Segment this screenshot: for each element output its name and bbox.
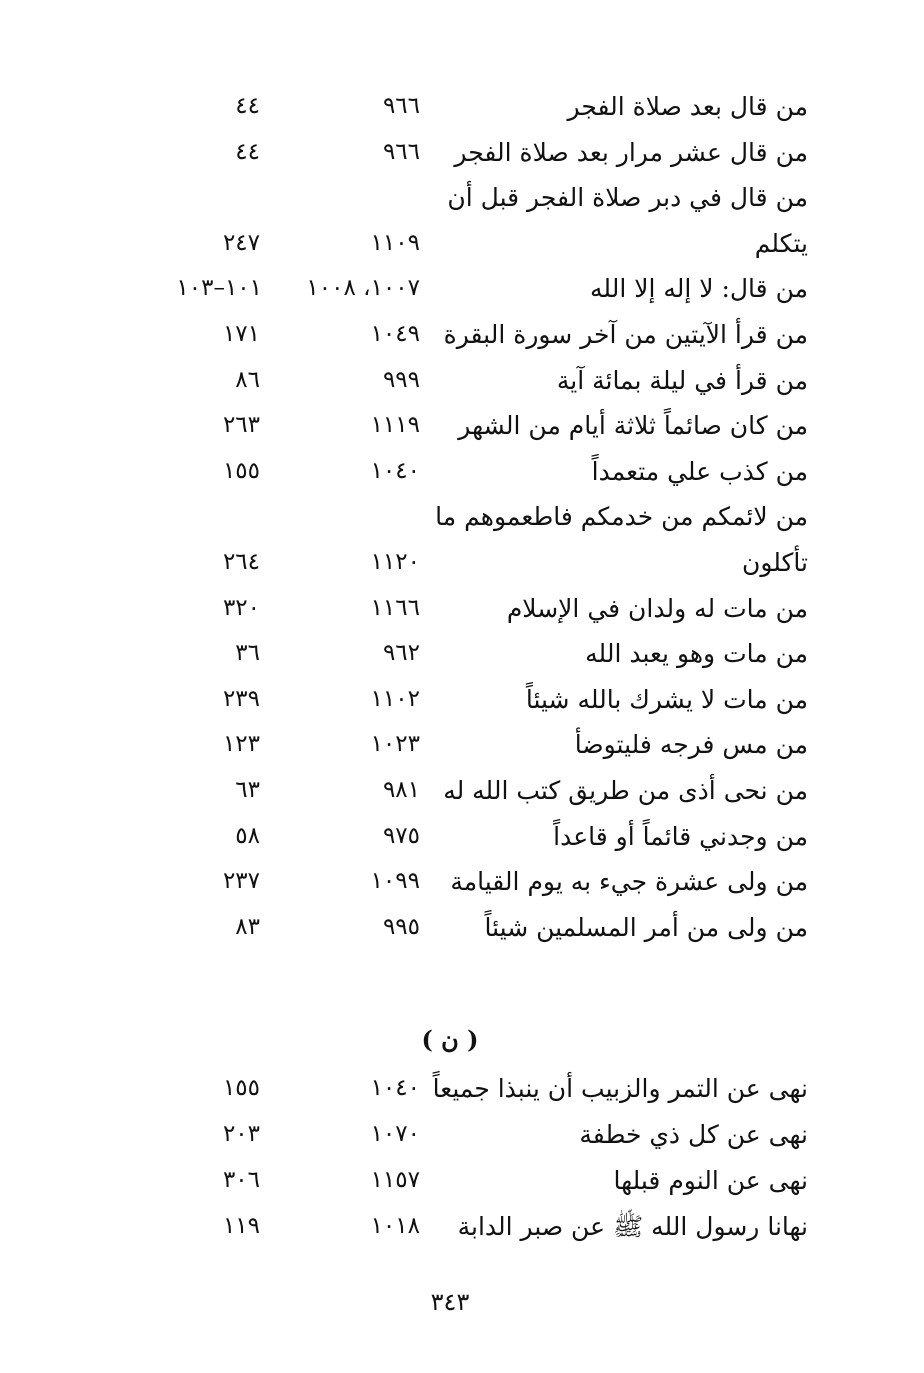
page-reference: ٢٠٣ xyxy=(222,1121,260,1147)
index-row xyxy=(0,494,924,540)
hadith-incipit: نهى عن كل ذي خطفة xyxy=(579,1120,808,1149)
hadith-number: ٩٦٢ xyxy=(382,640,420,667)
index-section-nun xyxy=(0,1066,924,1250)
page-reference: ٢٦٤ xyxy=(222,548,260,575)
hadith-incipit: من كذب علي متعمداً xyxy=(591,456,808,486)
hadith-number: ٩٨١ xyxy=(382,776,420,803)
page-reference: ١٠١–١٠٣ xyxy=(176,275,262,302)
index-row xyxy=(0,722,924,768)
hadith-incipit: تأكلون xyxy=(741,547,808,577)
hadith-incipit: نهى عن التمر والزبيب أن ينبذا جميعاً xyxy=(432,1074,808,1103)
hadith-incipit: نهانا رسول الله ﷺ عن صبر الدابة xyxy=(457,1212,808,1241)
hadith-number: ١٠٧٠ xyxy=(370,1121,420,1147)
hadith-number: ١٠٩٩ xyxy=(370,868,420,895)
index-row xyxy=(0,768,924,814)
page-reference: ٦٣ xyxy=(235,776,260,803)
hadith-number: ١٠٤٩ xyxy=(370,320,420,347)
index-row xyxy=(0,814,924,860)
hadith-incipit: من لائمكم من خدمكم فاطعموهم ما xyxy=(435,502,808,532)
hadith-incipit: من ولى عشرة جيء به يوم القيامة xyxy=(450,867,808,897)
page-reference: ٥٨ xyxy=(235,822,260,849)
page-reference: ٤٤ xyxy=(235,93,260,119)
page-reference: ٢٦٣ xyxy=(222,412,260,439)
hadith-incipit: يتكلم xyxy=(754,228,808,258)
index-row xyxy=(0,586,924,632)
page-reference: ٣٦ xyxy=(235,640,260,667)
hadith-number: ١٠١٨ xyxy=(370,1213,420,1239)
hadith-incipit: من قال عشر مرار بعد صلاة الفجر xyxy=(454,137,808,167)
index-row xyxy=(0,130,924,176)
page-reference: ١٥٥ xyxy=(222,1075,260,1101)
page-reference: ٣٢٠ xyxy=(222,594,260,621)
hadith-number: ١١٢٠ xyxy=(370,548,420,575)
hadith-number: ١٠٢٣ xyxy=(370,731,420,758)
hadith-number: ١١٦٦ xyxy=(370,594,420,621)
hadith-incipit: من قرأ في ليلة بمائة آية xyxy=(556,365,808,395)
hadith-incipit: من قال: لا إله إلا الله xyxy=(590,274,808,304)
hadith-number: ١٠٤٠ xyxy=(370,457,420,484)
page-reference: ١١٩ xyxy=(222,1213,260,1239)
hadith-number: ٩٩٩ xyxy=(382,366,420,393)
index-row xyxy=(0,1112,924,1158)
index-row xyxy=(0,449,924,495)
index-row xyxy=(0,175,924,221)
hadith-incipit: من كان صائماً ثلاثة أيام من الشهر xyxy=(458,411,808,441)
index-row xyxy=(0,905,924,951)
page-reference: ٨٣ xyxy=(235,913,260,940)
index-row xyxy=(0,1066,924,1112)
index-row xyxy=(0,1158,924,1204)
index-row xyxy=(0,84,924,130)
hadith-number: ١١١٩ xyxy=(370,412,420,439)
index-row xyxy=(0,677,924,723)
hadith-incipit: من قرأ الآيتين من آخر سورة البقرة xyxy=(443,319,808,349)
page-reference: ٢٣٩ xyxy=(222,685,260,712)
index-row xyxy=(0,312,924,358)
hadith-number: ١٠٠٧، ١٠٠٨ xyxy=(306,275,420,302)
index-row xyxy=(0,540,924,586)
index-row xyxy=(0,266,924,312)
index-row xyxy=(0,631,924,677)
page-number: ٣٤٣ xyxy=(430,1288,470,1316)
hadith-number: ٩٧٥ xyxy=(382,822,420,849)
hadith-incipit: من ولى من أمر المسلمين شيئاً xyxy=(484,912,808,942)
hadith-number: ١١٥٧ xyxy=(370,1167,420,1193)
index-row xyxy=(0,859,924,905)
hadith-incipit: من قال في دبر صلاة الفجر قبل أن xyxy=(447,183,808,213)
page-reference: ٣٠٦ xyxy=(222,1167,260,1193)
hadith-incipit: من مات لا يشرك بالله شيئاً xyxy=(525,684,808,714)
section-heading-nun: ( ن ) xyxy=(421,1025,479,1054)
index-row xyxy=(0,221,924,267)
hadith-number: ٩٦٦ xyxy=(382,93,420,119)
hadith-number: ٩٩٥ xyxy=(382,913,420,940)
hadith-incipit: من مس فرجه فليتوضأ xyxy=(574,730,808,760)
hadith-number: ١١٠٩ xyxy=(370,229,420,256)
hadith-incipit: من مات وهو يعبد الله xyxy=(585,639,808,669)
hadith-incipit: من نحى أذى من طريق كتب الله له xyxy=(443,775,808,805)
index-row xyxy=(0,1204,924,1250)
hadith-number: ١١٠٢ xyxy=(370,685,420,712)
hadith-number: ٩٦٦ xyxy=(382,138,420,165)
index-section-mim xyxy=(0,84,924,950)
page-reference: ١٥٥ xyxy=(222,457,260,484)
hadith-incipit: من وجدني قائماً أو قاعداً xyxy=(553,821,808,851)
page-reference: ١٢٣ xyxy=(222,731,260,758)
index-row xyxy=(0,403,924,449)
hadith-incipit: من مات له ولدان في الإسلام xyxy=(506,593,808,623)
page-reference: ٨٦ xyxy=(235,366,260,393)
hadith-incipit: من قال بعد صلاة الفجر xyxy=(567,92,808,121)
hadith-incipit: نهى عن النوم قبلها xyxy=(613,1166,808,1195)
page-reference: ٤٤ xyxy=(235,138,260,165)
page-reference: ٢٤٧ xyxy=(222,229,260,256)
hadith-number: ١٠٤٠ xyxy=(370,1075,420,1101)
index-row xyxy=(0,358,924,404)
page-reference: ٢٣٧ xyxy=(222,868,260,895)
page-reference: ١٧١ xyxy=(222,320,260,347)
